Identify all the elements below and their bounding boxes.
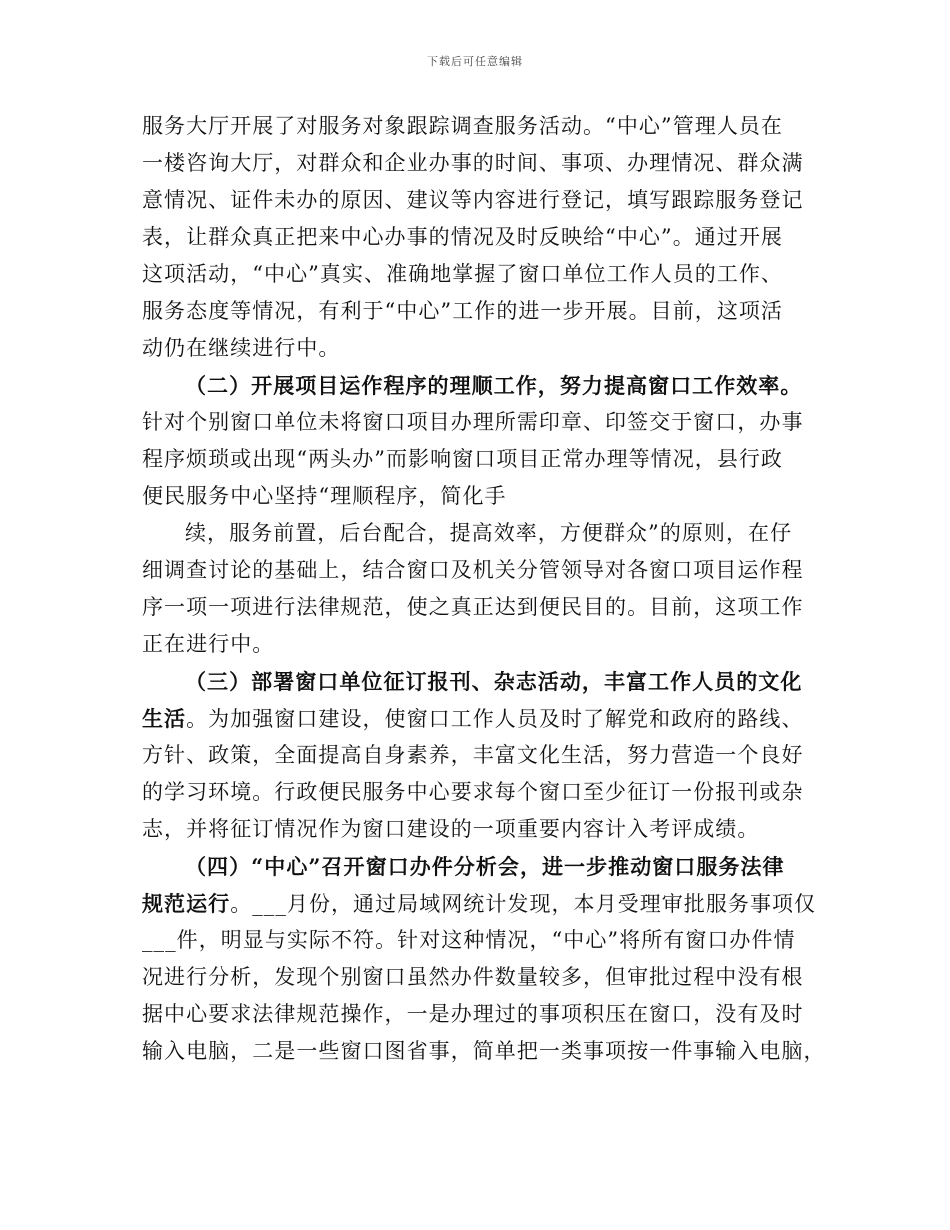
text-line-25: 据中心要求法律规范操作，一是办理过的事项积压在窗口，没有及时 <box>142 1002 804 1026</box>
text-line-13: 细调查讨论的基础上，结合窗口及机关分管领导对各窗口项目运作程 <box>142 558 804 582</box>
text-line-11: 便民服务中心坚持“理顺程序，简化手 <box>142 484 507 508</box>
text-line-26: 输入电脑，二是一些窗口图省事，简单把一类事项按一件事输入电脑， <box>142 1039 826 1063</box>
text-line-22: 规范运行。___月份，通过局域网统计发现，本月受理审批服务事项仅 <box>142 891 817 916</box>
text-line-6: 服务态度等情况，有利于“中心”工作的进一步开展。目前，这项活 <box>142 299 783 323</box>
text-line-10: 程序烦琐或出现“两头办”而影响窗口项目正常办理等情况，县行政 <box>142 447 783 471</box>
text-line-17: 生活。为加强窗口建设，使窗口工作人员及时了解党和政府的路线、 <box>142 706 804 731</box>
document-body <box>142 108 826 1070</box>
text-line-19: 的学习环境。行政便民服务中心要求每个窗口至少征订一份报刊或杂 <box>142 780 804 804</box>
text-line-18: 方针、政策，全面提高自身素养，丰富文化生活，努力营造一个良好 <box>142 743 804 767</box>
text-line-3: 意情况、证件未办的原因、建议等内容进行登记，填写跟踪服务登记 <box>142 188 804 212</box>
text-line-12: 续，服务前置，后台配合，提高效率，方便群众”的原则，在仔 <box>185 521 793 545</box>
section-heading-4: （四）“中心”召开窗口办件分析会，进一步推动窗口服务法律 <box>185 854 785 879</box>
section-heading-3: （三）部署窗口单位征订报刊、杂志活动，丰富工作人员的文化 <box>185 669 803 694</box>
text-line-9: 针对个别窗口单位未将窗口项目办理所需印章、印签交于窗口，办事 <box>142 410 804 434</box>
text-line-15: 正在进行中。 <box>142 632 275 656</box>
page-header: 下载后可任意编辑 <box>427 55 523 68</box>
text-line-4: 表，让群众真正把来中心办事的情况及时反映给“中心”。通过开展 <box>142 225 783 249</box>
text-line-20: 志，并将征订情况作为窗口建设的一项重要内容计入考评成绩。 <box>142 817 760 841</box>
text-line-14: 序一项一项进行法律规范，使之真正达到便民目的。目前，这项工作 <box>142 595 804 619</box>
text-line-1: 服务大厅开展了对服务对象跟踪调查服务活动。“中心”管理人员在 <box>142 114 783 138</box>
section-heading-2: （二）开展项目运作程序的理顺工作，努力提高窗口工作效率。 <box>185 373 803 398</box>
text-line-24: 况进行分析，发现个别窗口虽然办件数量较多，但审批过程中没有根 <box>142 965 804 989</box>
text-line-2: 一楼咨询大厅，对群众和企业办事的时间、事项、办理情况、群众满 <box>142 151 804 175</box>
text-line-23: ___件，明显与实际不符。针对这种情况，“中心”将所有窗口办件情 <box>142 928 796 952</box>
text-line-5: 这项活动，“中心”真实、准确地掌握了窗口单位工作人员的工作、 <box>142 262 783 286</box>
text-line-7: 动仍在继续进行中。 <box>142 336 341 360</box>
